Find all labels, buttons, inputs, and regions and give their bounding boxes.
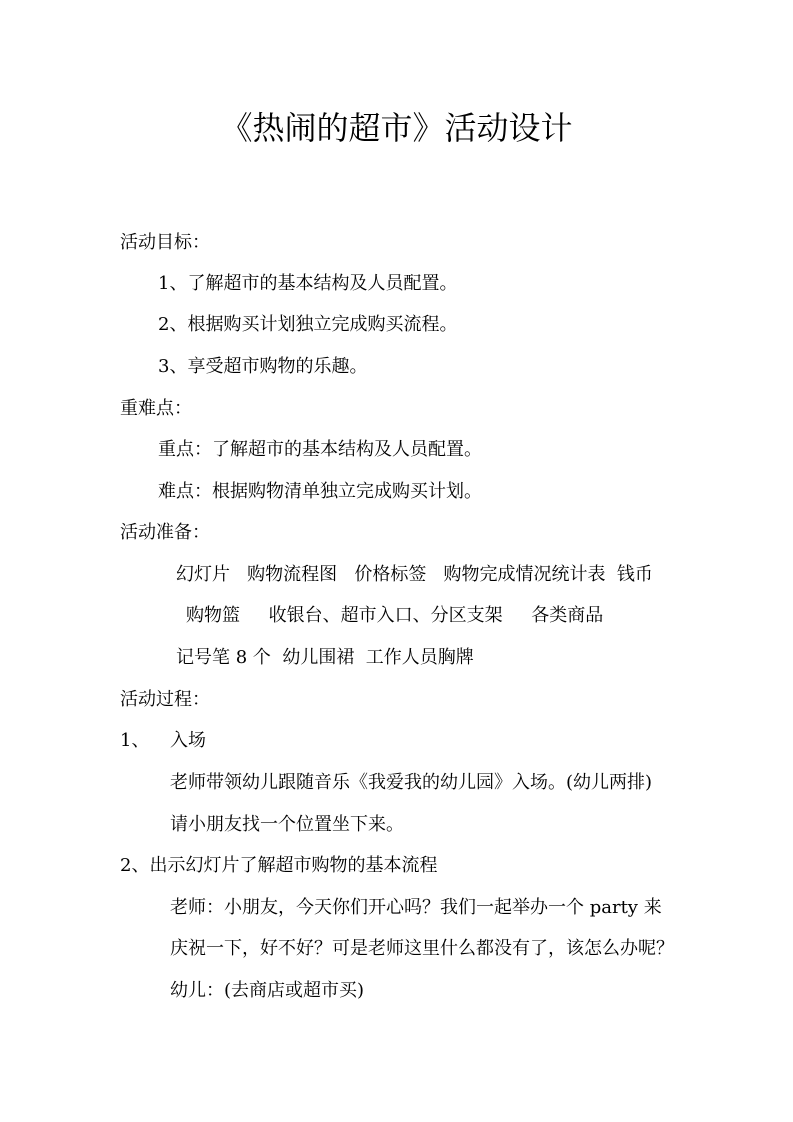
goal-item-3: 3、享受超市购物的乐趣。 bbox=[158, 356, 368, 377]
goal-item-1: 1、了解超市的基本结构及人员配置。 bbox=[158, 273, 458, 294]
process-heading: 活动过程： bbox=[120, 689, 210, 710]
step1-text-2: 请小朋友找一个位置坐下来。 bbox=[170, 814, 404, 835]
goal-item-2: 2、根据购买计划独立完成购买流程。 bbox=[158, 314, 458, 335]
step1-number: 1、 bbox=[120, 730, 150, 751]
document-title: 《热闹的超市》活动设计 bbox=[220, 109, 573, 147]
step2-text-2: 庆祝一下，好不好？可是老师这里什么都没有了，该怎么办呢？ bbox=[170, 938, 674, 959]
prep-line-1: 幻灯片 购物流程图 价格标签 购物完成情况统计表 钱币 bbox=[176, 564, 653, 585]
prep-heading: 活动准备： bbox=[120, 522, 210, 543]
step1-text-1: 老师带领幼儿跟随音乐《我爱我的幼儿园》入场。(幼儿两排) bbox=[170, 772, 653, 793]
key-point: 重点：了解超市的基本结构及人员配置。 bbox=[158, 439, 482, 460]
key-heading: 重难点： bbox=[120, 398, 192, 419]
goals-heading: 活动目标： bbox=[120, 232, 210, 253]
step2-heading: 2、出示幻灯片了解超市购物的基本流程 bbox=[120, 855, 438, 876]
step2-text-3: 幼儿：(去商店或超市买) bbox=[170, 980, 365, 1001]
step1-label: 入场 bbox=[170, 730, 206, 751]
prep-line-2: 购物篮 收银台、超市入口、分区支架 各类商品 bbox=[186, 605, 604, 626]
step2-text-1: 老师：小朋友，今天你们开心吗？我们一起举办一个 party 来 bbox=[170, 897, 662, 918]
hard-point: 难点：根据购物清单独立完成购买计划。 bbox=[158, 481, 482, 502]
prep-line-3: 记号笔 8 个 幼儿围裙 工作人员胸牌 bbox=[176, 647, 474, 668]
